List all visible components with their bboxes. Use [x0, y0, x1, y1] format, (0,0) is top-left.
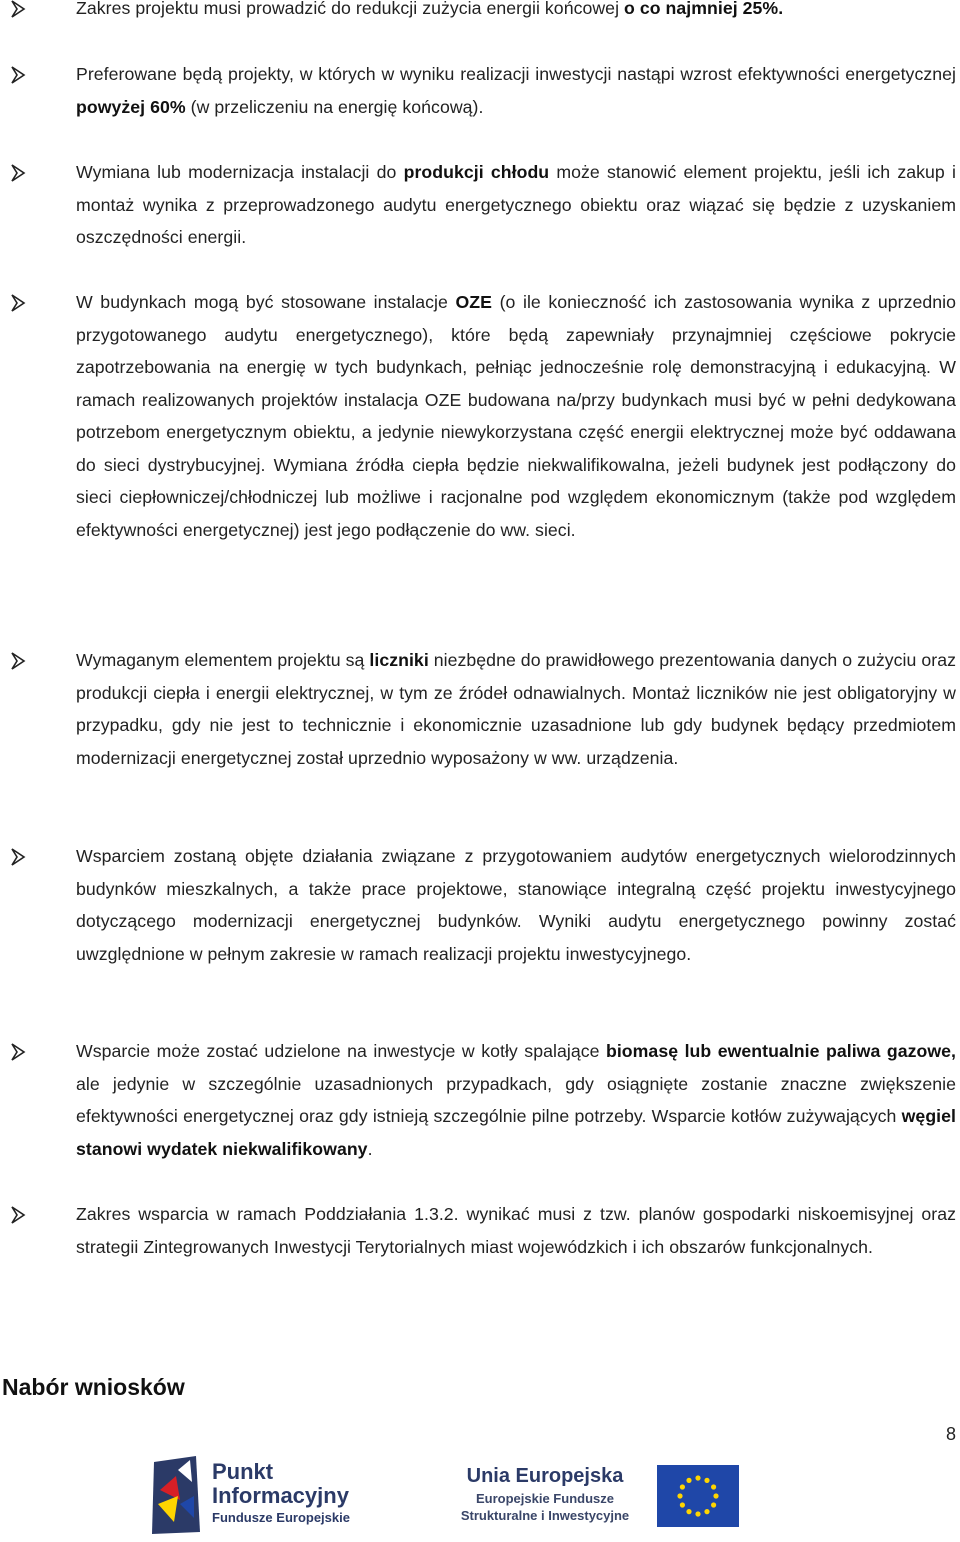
text-run: ale jedynie w szczególnie uzasadnionych przypadkach, gdy osiągnięte zostanie znaczne zwiększenie efektywności energetycznej oraz gdy istnieją szczególnie pilne potrzeby. Wsparcie kotłów zużywających: [76, 1073, 956, 1126]
list-item: [0, 58, 960, 123]
list-item-text: [76, 644, 956, 774]
list-item: [0, 156, 960, 254]
arrow-bullet-icon: [10, 293, 26, 313]
text-run: niezbędne do prawidłowego prezentowania danych o zużyciu oraz produkcji ciepła i energii elektrycznej, w tym ze źródeł odnawialnych. Montaż liczników nie jest obligatoryjny w przypadku, gdy nie jest to technicznie i ekonomicznie uzasadnione lub gdy budynek będący przedmiotem modernizacji energetycznej został uprzednio wyposażony w ww. urządzenia.: [76, 650, 956, 768]
text-run: (o ile konieczność ich zastosowania wynika z uprzednio przygotowanego audytu energetycznego), które będą zapewniały przynajmniej częściowe pokrycie zapotrzebowania na energię w tych budynkach, pełniąc jednocześnie rolę demonstracyjną i edukacyjną. W ramach realizowanych projektów instalacja OZE budowana na/przy budynkach musi być w pełni dedykowana potrzebom energetycznym obiektu, a jedynie niewykorzystana część energii elektrycznej może być oddawana do sieci dystrybucyjnej. Wymiana źródła ciepła będzie niekwalifikowalna, jeżeli budynek jest podłączony do sieci ciepłowniczej/chłodniczej lub możliwe i racjonalne pod względem ekonomicznym (także pod względem efektywności energetycznej) jest jego podłączenie do ww. sieci.: [76, 292, 956, 540]
text-run: Wsparciem zostaną objęte działania związane z przygotowaniem audytów energetycznych wielorodzinnych budynków mieszkalnych, a także prace projektowe, stanowiące integralną część projektu inwestycyjnego dotyczącego modernizacji energetycznej budynków. Wyniki audytu energetycznego powinny zostać uwzględnione w pełnym zakresie w ramach realizacji projektu inwestycyjnego.: [76, 846, 956, 964]
eu-flag-icon: [657, 1465, 739, 1527]
text-run: Wymaganym elementem projektu są: [76, 650, 370, 670]
fundusze-europejskie-emblem-icon: [150, 1456, 206, 1536]
text-run: Wymiana lub modernizacja instalacji do: [76, 162, 404, 182]
list-item: [0, 644, 960, 774]
list-item-text: [76, 0, 956, 25]
arrow-bullet-icon: [10, 651, 26, 671]
list-item-text: [76, 156, 956, 254]
footer-logos: [0, 1452, 960, 1541]
list-item: [0, 1198, 960, 1263]
text-run: Zakres projektu musi prowadzić do redukcji zużycia energii końcowej: [76, 0, 625, 18]
logo-left-text: [212, 1460, 350, 1528]
bold-text: OZE: [455, 292, 493, 312]
logo-right-title: Unia Europejska: [466, 1465, 624, 1487]
text-run: W budynkach mogą być stosowane instalacje: [76, 292, 456, 312]
list-item-text: [76, 1035, 956, 1165]
list-item: [0, 1035, 960, 1165]
bold-text: liczniki: [369, 650, 429, 670]
arrow-bullet-icon: [10, 847, 26, 867]
page-number: 8: [945, 1424, 956, 1444]
text-run: może stanowić element projektu, jeśli ich zakup i montaż wynika z przeprowadzonego audytu energetycznego obiektu oraz wiązać się będzie z uzyskaniem oszczędności energii.: [76, 162, 956, 247]
text-run: Zakres wsparcia w ramach Poddziałania 1.3.2. wynikać musi z tzw. planów gospodarki niskoemisyjnej oraz strategii Zintegrowanych Inwestycji Terytorialnych miast wojewódzkich i ich obszarów funkcjonalnych.: [76, 1204, 956, 1257]
bold-text: produkcji chłodu: [403, 162, 550, 182]
text-run: Wsparcie może zostać udzielone na inwestycje w kotły spalające: [76, 1041, 606, 1061]
arrow-bullet-icon: [10, 0, 26, 19]
arrow-bullet-icon: [10, 163, 26, 183]
punkt-informacyjny-logo: [150, 1456, 380, 1536]
list-item-text: [76, 286, 956, 546]
text-run: Preferowane będą projekty, w których w wyniku realizacji inwestycji nastąpi wzrost efektywności energetycznej: [76, 64, 956, 84]
text-run: (w przeliczeniu na energię końcową).: [185, 96, 484, 117]
arrow-bullet-icon: [10, 1042, 26, 1062]
bold-text: powyżej 60%: [76, 96, 186, 117]
list-item: [0, 286, 960, 546]
logo-left-line3: Fundusze Europejskie: [212, 1510, 350, 1525]
logo-right-sub1: Europejskie Fundusze: [476, 1491, 614, 1506]
logo-right-text: [455, 1462, 635, 1524]
bold-text: węgiel stanowi wydatek niekwalifikowany: [76, 1106, 956, 1159]
unia-europejska-logo: [455, 1462, 755, 1542]
bold-text: o co najmniej 25%.: [624, 0, 784, 18]
bold-text: biomasę lub ewentualnie paliwa gazowe,: [605, 1041, 956, 1061]
logo-left-line1: Punkt: [212, 1459, 274, 1484]
list-item-text: [76, 840, 956, 970]
list-item: [0, 840, 960, 970]
list-item: [0, 0, 960, 25]
section-heading: Nabór wniosków: [2, 1374, 185, 1400]
arrow-bullet-icon: [10, 65, 26, 85]
logo-left-line2: Informacyjny: [212, 1483, 349, 1508]
logo-right-sub2: Strukturalne i Inwestycyjne: [460, 1508, 630, 1523]
arrow-bullet-icon: [10, 1205, 26, 1225]
list-item-text: [76, 58, 956, 123]
list-item-text: [76, 1198, 956, 1263]
text-run: .: [367, 1138, 373, 1159]
